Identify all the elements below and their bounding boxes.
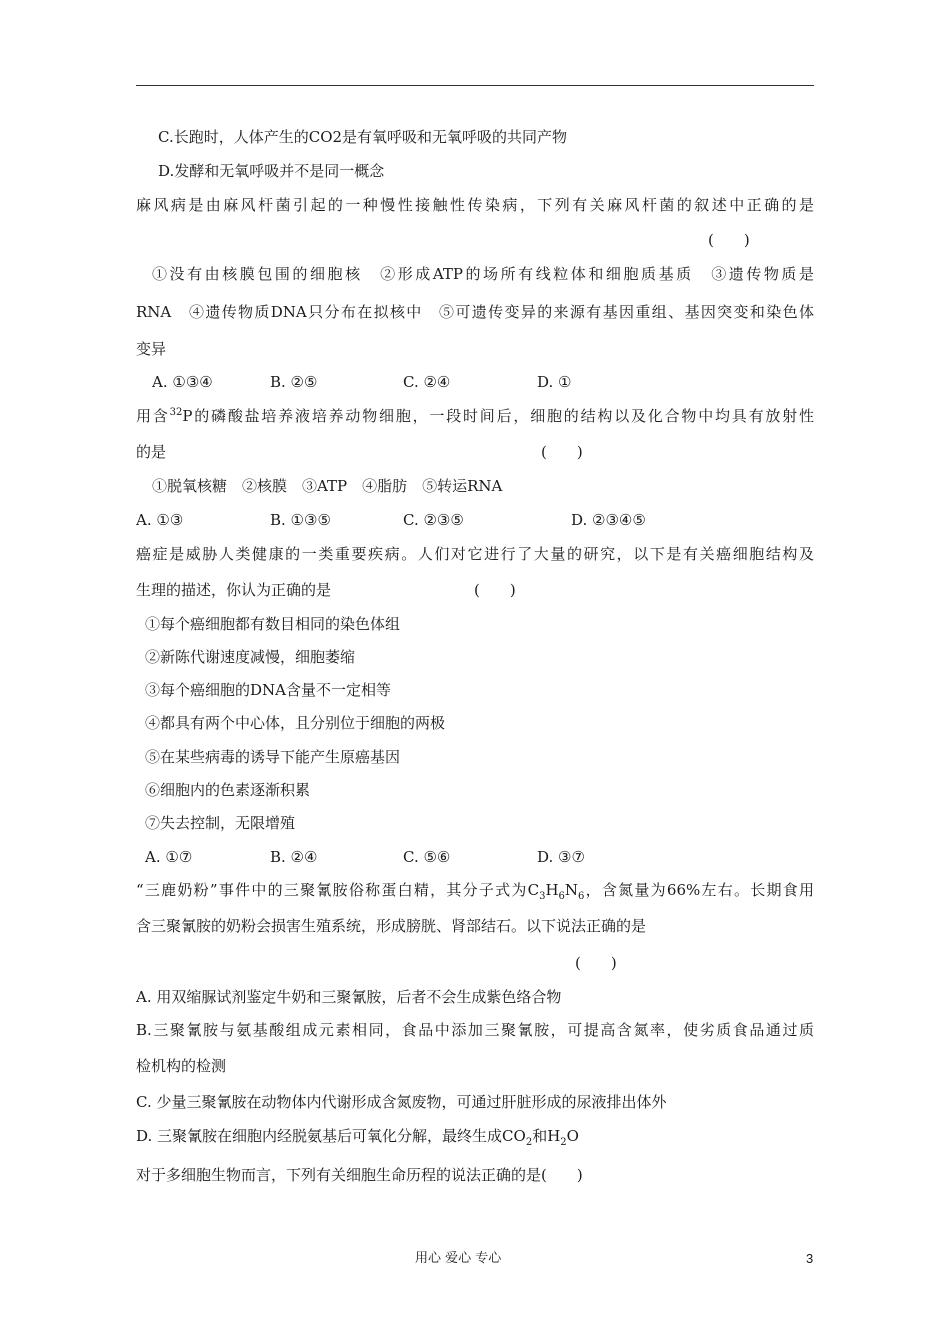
option-a: A. ①⑦ bbox=[145, 848, 193, 866]
melamine-option-b-cont: 检机构的检测 bbox=[136, 1057, 227, 1075]
option-b: B. ①③⑤ bbox=[270, 511, 331, 529]
option-d: D. ③⑦ bbox=[537, 848, 585, 866]
question-cell-life-stem: 对于多细胞生物而言，下列有关细胞生命历程的说法正确的是( ) bbox=[136, 1166, 583, 1184]
formula-h2o: $H_2O$ bbox=[547, 1127, 579, 1148]
question-leprosy-items-1: ①没有由核膜包围的细胞核 ②形成ATP的场所有线粒体和细胞质基质 ③遗传物质是 bbox=[152, 265, 814, 283]
option-d-line: D.发酵和无氧呼吸并不是同一概念 bbox=[158, 162, 385, 180]
question-leprosy-stem: 麻风病是由麻风杆菌引起的一种慢性接触性传染病，下列有关麻风杆菌的叙述中正确的是 bbox=[136, 196, 814, 214]
formula-co2: $CO_2$ bbox=[502, 1127, 533, 1148]
question-cancer-stem: 癌症是威胁人类健康的一类重要疾病。人们对它进行了大量的研究，以下是有关癌细胞结构及 bbox=[136, 545, 814, 563]
option-c: C. ⑤⑥ bbox=[403, 848, 451, 866]
header-rule bbox=[136, 85, 814, 86]
option-b: B. ②④ bbox=[270, 848, 318, 866]
melamine-option-d: D. 三聚氰胺在细胞内经脱氨基后可氧化分解，最终生成$CO_2$和$H_2O$ bbox=[136, 1127, 579, 1148]
question-p32-stem-2: 的是 bbox=[136, 443, 167, 461]
option-c-line: C.长跑时，人体产生的CO2是有氧呼吸和无氧呼吸的共同产物 bbox=[158, 128, 568, 146]
answer-blank: ( ) bbox=[474, 581, 516, 599]
option-d: D. ②③④⑤ bbox=[571, 511, 646, 529]
p32-superscript: 32 bbox=[169, 407, 183, 418]
option-c: C. ②④ bbox=[403, 373, 451, 391]
cancer-item-1: ①每个癌细胞都有数目相同的染色体组 bbox=[145, 615, 401, 633]
option-b: B. ②⑤ bbox=[270, 373, 318, 391]
answer-blank: ( ) bbox=[575, 954, 617, 972]
cancer-item-4: ④都具有两个中心体，且分别位于细胞的两极 bbox=[145, 714, 446, 732]
cancer-item-7: ⑦失去控制，无限增殖 bbox=[145, 814, 296, 832]
question-cancer-stem-2: 生理的描述，你认为正确的是 bbox=[136, 581, 332, 599]
answer-blank: ( ) bbox=[708, 231, 750, 249]
question-leprosy-items-2: RNA ④遗传物质DNA只分布在拟核中 ⑤可遗传变异的来源有基因重组、基因突变和染色体 bbox=[136, 303, 814, 321]
option-d: D. ① bbox=[537, 373, 572, 391]
cancer-item-6: ⑥细胞内的色素逐渐积累 bbox=[145, 781, 311, 799]
melamine-option-b: B.三聚氰胺与氨基酸组成元素相同，食品中添加三聚氰胺，可提高含氮率，使劣质食品通过质 bbox=[136, 1021, 814, 1039]
cancer-item-3: ③每个癌细胞的DNA含量不一定相等 bbox=[145, 681, 391, 699]
page-number: 3 bbox=[806, 1251, 814, 1266]
question-leprosy-items-3: 变异 bbox=[136, 340, 167, 358]
formula-c3h6n6: $C_3H_6N_6$ bbox=[527, 881, 585, 902]
cancer-item-2: ②新陈代谢速度减慢，细胞萎缩 bbox=[145, 648, 356, 666]
melamine-option-a: A. 用双缩脲试剂鉴定牛奶和三聚氰胺，后者不会生成紫色络合物 bbox=[136, 988, 562, 1006]
option-c: C. ②③⑤ bbox=[403, 511, 464, 529]
footer-motto: 用心 爱心 专心 bbox=[415, 1251, 502, 1266]
melamine-option-c: C. 少量三聚氰胺在动物体内代谢形成含氮废物，可通过肝脏形成的尿液排出体外 bbox=[136, 1093, 667, 1111]
question-melamine-stem: “三鹿奶粉”事件中的三聚氰胺俗称蛋白精，其分子式为$C_3H_6N_6$，含氮量为66%左右。长期食用 bbox=[136, 881, 815, 902]
option-a: A. ①③④ bbox=[152, 373, 213, 391]
question-melamine-stem-2: 含三聚氰胺的奶粉会损害生殖系统，形成膀胱、肾部结石。以下说法正确的是 bbox=[136, 917, 647, 935]
question-p32-items: ①脱氧核糖 ②核膜 ③ATP ④脂肪 ⑤转运RNA bbox=[152, 477, 503, 495]
answer-blank: ( ) bbox=[541, 443, 583, 461]
option-a: A. ①③ bbox=[136, 511, 184, 529]
question-p32-stem: 用含$^{32}$P的磷酸盐培养液培养动物细胞，一段时间后，细胞的结构以及化合物中均具有放射性 bbox=[136, 407, 814, 425]
cancer-item-5: ⑤在某些病毒的诱导下能产生原癌基因 bbox=[145, 748, 401, 766]
